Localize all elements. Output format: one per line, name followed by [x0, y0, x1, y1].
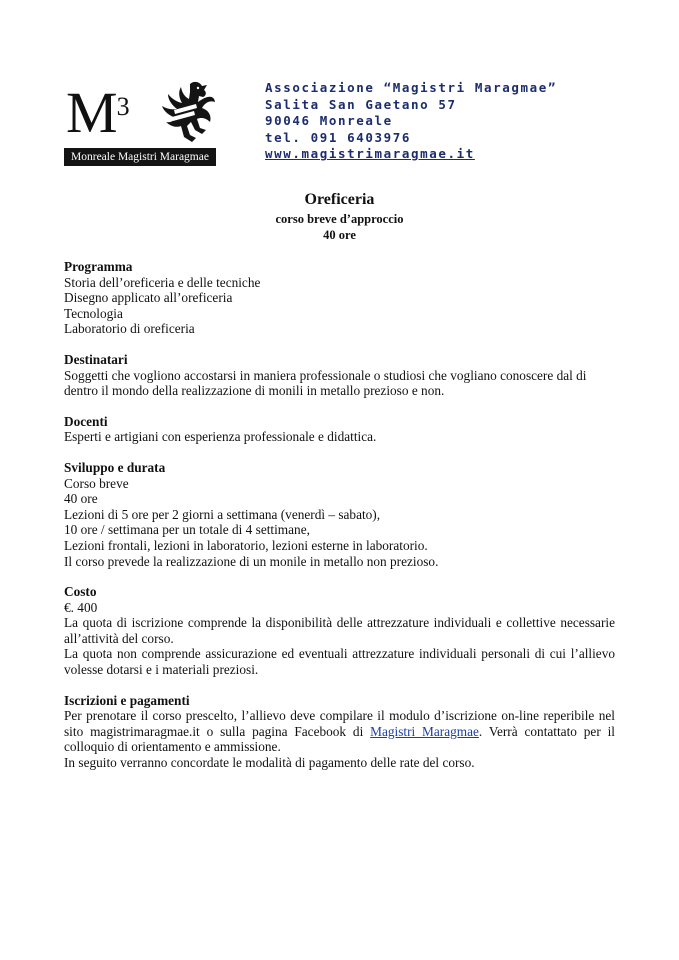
section-programma — [64, 259, 615, 337]
site-name: magistrimaragmae.it — [90, 723, 200, 739]
griffin-icon — [160, 80, 216, 144]
logo — [64, 80, 216, 166]
section-heading: Iscrizioni e pagamenti — [64, 692, 190, 708]
section-sviluppo — [64, 460, 615, 569]
list-item: Tecnologia — [64, 305, 123, 321]
association-city: 90046 Monreale — [265, 113, 393, 128]
section-iscrizioni — [64, 693, 615, 771]
price: €. 400 — [64, 599, 98, 615]
section-text: Esperti e artigiani con esperienza professionale e didattica. — [64, 429, 377, 445]
section-heading: Docenti — [64, 413, 108, 429]
association-phone: tel. 091 6403976 — [265, 129, 412, 145]
page-subtitle: corso breve d’approccio — [275, 212, 404, 226]
list-item: Il corso prevede la realizzazione di un monile in metallo non prezioso. — [64, 553, 439, 569]
section-text: La quota non comprende assicurazione ed eventuali attrezzature individuali personali di cui l’allievo volesse dotarsi e i materiali preziosi. — [64, 646, 615, 678]
association-name: Associazione “Magistri Maragmae” — [265, 80, 558, 95]
website-link[interactable]: www.magistrimaragmae.it — [265, 146, 475, 161]
section-heading: Destinatari — [64, 351, 128, 367]
section-text: Soggetti che vogliono accostarsi in maniera professionale o studiosi che vogliano conoscere dal di dentro il mondo della realizzazione di monili in metallo prezioso e non. — [64, 367, 587, 399]
list-item: Lezioni frontali, lezioni in laboratorio, lezioni esterne in laboratorio. — [64, 537, 428, 553]
logo-superscript: 3 — [116, 92, 129, 121]
section-text: Per prenotare il corso prescelto, l’allievo deve compilare il modulo d’iscrizione on-line reperibile nel sito magistrimaragmae.it o sulla pagina Facebook di Magistri Maragmae. Verrà contattato per il colloquio di orientamento e ammissione. — [64, 708, 615, 755]
section-text: In seguito verranno concordate le modalità di pagamento delle rate del corso. — [64, 755, 475, 771]
logo-band: Monreale Magistri Maragmae — [64, 148, 216, 166]
section-heading: Sviluppo e durata — [64, 459, 166, 475]
list-item: Laboratorio di oreficeria — [64, 321, 195, 337]
facebook-link[interactable]: Magistri Maragmae — [370, 723, 479, 739]
page-hours: 40 ore — [323, 228, 356, 242]
section-destinatari — [64, 352, 615, 399]
association-info — [265, 80, 557, 163]
section-docenti — [64, 414, 615, 445]
section-text: La quota di iscrizione comprende la disponibilità delle attrezzature individuali e collettive necessarie all’attività del corso. — [64, 615, 615, 646]
association-address: Salita San Gaetano 57 — [265, 96, 457, 112]
course-content — [64, 259, 615, 786]
list-item: 40 ore — [64, 491, 98, 507]
section-heading: Programma — [64, 259, 133, 274]
list-item: Lezioni di 5 ore per 2 giorni a settimana (venerdì – sabato), — [64, 506, 381, 522]
section-costo — [64, 584, 615, 678]
page-title: Oreficeria — [304, 191, 375, 208]
list-item: Disegno applicato all’oreficeria — [64, 290, 233, 306]
list-item: Storia dell’oreficeria e delle tecniche — [64, 274, 261, 290]
section-heading: Costo — [64, 584, 97, 600]
logo-mark: $M^3$ — [66, 80, 129, 145]
list-item: 10 ore / settimana per un totale di 4 settimane, — [64, 522, 310, 538]
list-item: Corso breve — [64, 475, 129, 491]
